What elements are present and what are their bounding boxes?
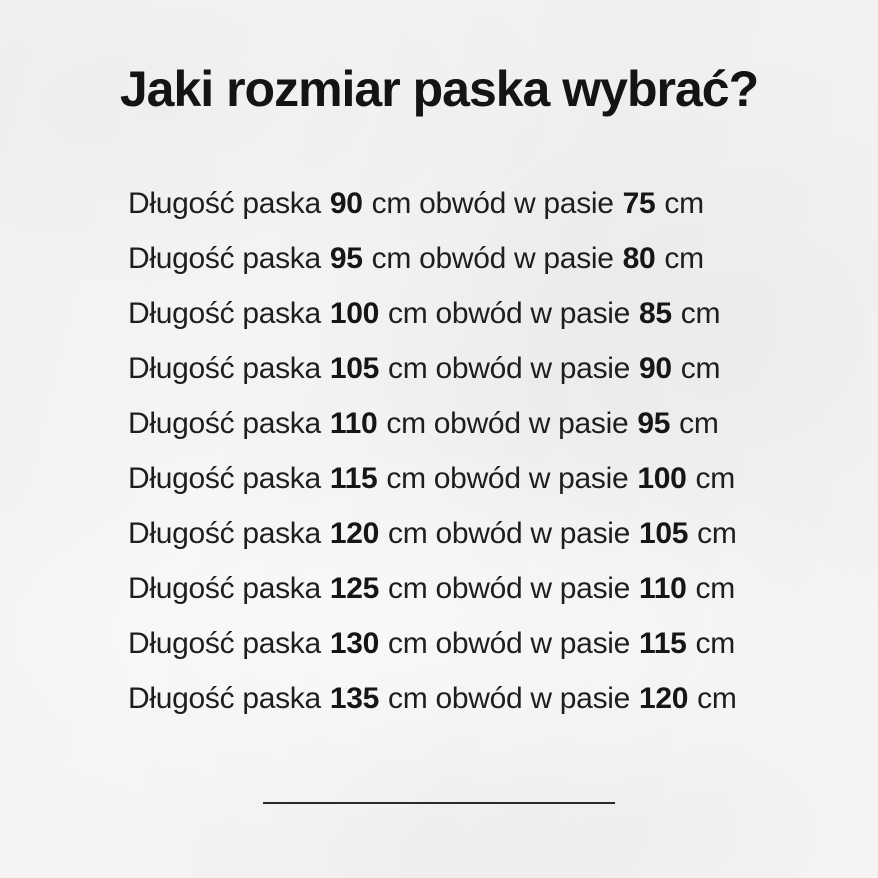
row-waist-label: cm obwód w pasie [388, 626, 631, 660]
row-waist-label: cm obwód w pasie [388, 351, 631, 385]
row-prefix-label: Długość paska [128, 351, 321, 385]
row-prefix-label: Długość paska [128, 296, 321, 330]
size-row [128, 341, 737, 396]
row-prefix-label: Długość paska [128, 626, 321, 660]
row-unit-label: cm [664, 186, 704, 220]
row-waist-value: 85 [639, 296, 672, 330]
row-waist-value: 75 [622, 186, 656, 220]
size-row [128, 451, 737, 506]
row-waist-value: 115 [639, 626, 687, 660]
row-prefix-label: Długość paska [128, 461, 321, 495]
row-belt-length-value: 120 [329, 516, 380, 550]
row-prefix-label: Długość paska [128, 406, 321, 440]
row-belt-length-value: 125 [329, 571, 380, 605]
size-row [128, 176, 737, 231]
size-row [128, 396, 737, 451]
row-prefix-label: Długość paska [128, 186, 321, 220]
row-waist-label: cm obwód w pasie [371, 241, 614, 275]
size-row [128, 231, 737, 286]
row-unit-label: cm [695, 571, 735, 605]
row-waist-label: cm obwód w pasie [386, 461, 629, 495]
row-unit-label: cm [697, 681, 737, 715]
page-title: Jaki rozmiar paska wybrać? [119, 61, 759, 117]
row-waist-value: 120 [639, 681, 689, 715]
row-waist-value: 105 [639, 516, 689, 550]
row-waist-label: cm obwód w pasie [388, 571, 631, 605]
row-waist-value: 95 [637, 406, 671, 440]
row-prefix-label: Długość paska [128, 571, 321, 605]
row-waist-value: 100 [637, 461, 687, 495]
row-waist-label: cm obwód w pasie [371, 186, 614, 220]
row-prefix-label: Długość paska [128, 241, 321, 275]
row-belt-length-value: 90 [329, 186, 363, 220]
row-unit-label: cm [695, 461, 735, 495]
row-belt-length-value: 135 [329, 681, 380, 715]
row-belt-length-value: 130 [329, 626, 380, 660]
row-unit-label: cm [680, 296, 721, 330]
row-unit-label: cm [679, 406, 719, 440]
row-prefix-label: Długość paska [128, 516, 321, 550]
row-unit-label: cm [680, 351, 721, 385]
row-waist-value: 90 [639, 351, 672, 385]
row-belt-length-value: 115 [329, 461, 378, 495]
row-waist-label: cm obwód w pasie [388, 296, 631, 330]
row-waist-value: 80 [622, 241, 656, 275]
size-row [128, 671, 737, 726]
row-prefix-label: Długość paska [128, 681, 321, 715]
row-waist-label: cm obwód w pasie [386, 406, 629, 440]
row-belt-length-value: 100 [329, 296, 380, 330]
size-list [128, 176, 737, 726]
row-belt-length-value: 110 [329, 406, 378, 440]
row-belt-length-value: 105 [329, 351, 380, 385]
row-unit-label: cm [664, 241, 704, 275]
size-row [128, 616, 737, 671]
row-waist-label: cm obwód w pasie [388, 516, 631, 550]
size-row [128, 286, 737, 341]
row-belt-length-value: 95 [329, 241, 363, 275]
size-row [128, 506, 737, 561]
row-unit-label: cm [695, 626, 735, 660]
row-unit-label: cm [697, 516, 737, 550]
divider-line [263, 802, 615, 804]
size-row [128, 561, 737, 616]
row-waist-value: 110 [639, 571, 687, 605]
row-waist-label: cm obwód w pasie [388, 681, 631, 715]
